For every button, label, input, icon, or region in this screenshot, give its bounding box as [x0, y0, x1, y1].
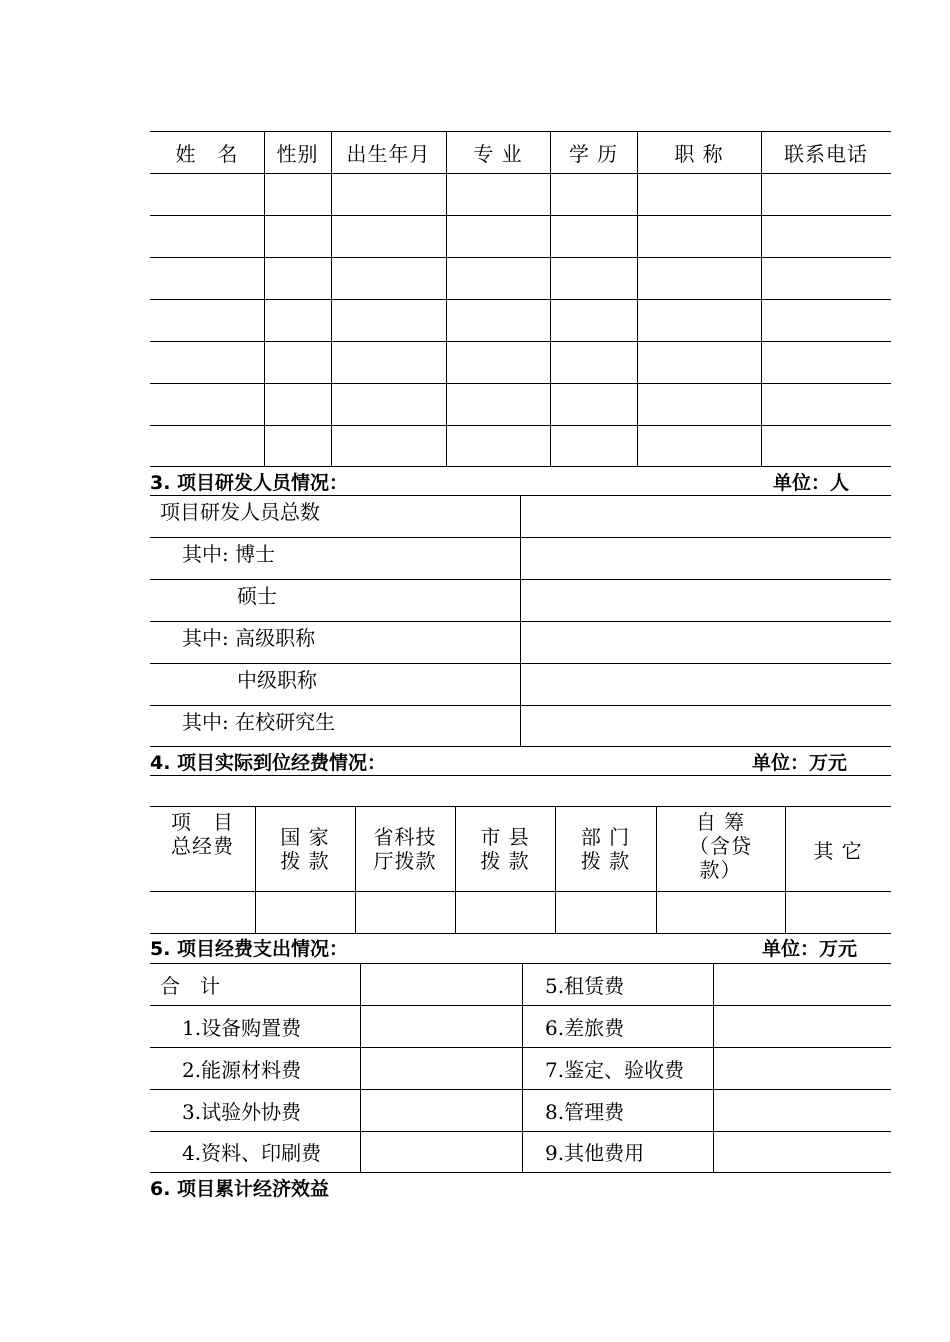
- header-birth: 出生年月: [346, 142, 431, 166]
- expense-rent-label: 5.租赁费: [545, 974, 625, 998]
- rd-middle-label: 中级职称: [237, 668, 317, 692]
- funding-header-self: 自 筹 （含贷 款）: [689, 810, 752, 882]
- rd-student-label: 其中: 在校研究生: [182, 710, 336, 734]
- expense-equipment-label: 1.设备购置费: [182, 1016, 302, 1040]
- header-phone: 联系电话: [784, 142, 868, 166]
- funding-header-total: 项 目 总经费: [171, 810, 234, 858]
- section5-unit: 单位：万元: [762, 938, 858, 960]
- header-major: 专 业: [473, 142, 523, 166]
- header-title: 职 称: [674, 142, 724, 166]
- expense-total-label: 合 计: [160, 974, 220, 998]
- section6-title: 6. 项目累计经济效益: [150, 1178, 330, 1200]
- expense-travel-label: 6.差旅费: [545, 1016, 625, 1040]
- funding-header-other: 其 它: [813, 839, 863, 863]
- header-name: 姓 名: [175, 142, 239, 166]
- section5-title: 5. 项目经费支出情况：: [150, 938, 349, 960]
- expense-appraisal-label: 7.鉴定、验收费: [545, 1058, 685, 1082]
- rd-total-label: 项目研发人员总数: [160, 500, 320, 524]
- rd-phd-label: 其中: 博士: [182, 542, 276, 566]
- header-gender: 性别: [276, 142, 319, 166]
- expense-other-label: 9.其他费用: [545, 1141, 645, 1165]
- expense-outsourcing-label: 3.试验外协费: [182, 1100, 302, 1124]
- rd-senior-label: 其中: 高级职称: [182, 626, 316, 650]
- section3-title: 3. 项目研发人员情况：: [150, 472, 349, 494]
- section4-unit: 单位：万元: [752, 752, 848, 774]
- section4-title: 4. 项目实际到位经费情况：: [150, 752, 387, 774]
- expense-printing-label: 4.资料、印刷费: [182, 1141, 322, 1165]
- rd-master-label: 硕士: [237, 584, 277, 608]
- expense-management-label: 8.管理费: [545, 1100, 625, 1124]
- funding-header-national: 国 家 拨 款: [280, 825, 330, 873]
- funding-header-provincial: 省科技 厅拨款: [373, 825, 437, 873]
- expense-energy-label: 2.能源材料费: [182, 1058, 302, 1082]
- section3-unit: 单位：人: [773, 472, 850, 494]
- funding-header-city: 市 县 拨 款: [480, 825, 530, 873]
- header-education: 学 历: [568, 142, 619, 166]
- funding-header-department: 部 门 拨 款: [580, 825, 631, 873]
